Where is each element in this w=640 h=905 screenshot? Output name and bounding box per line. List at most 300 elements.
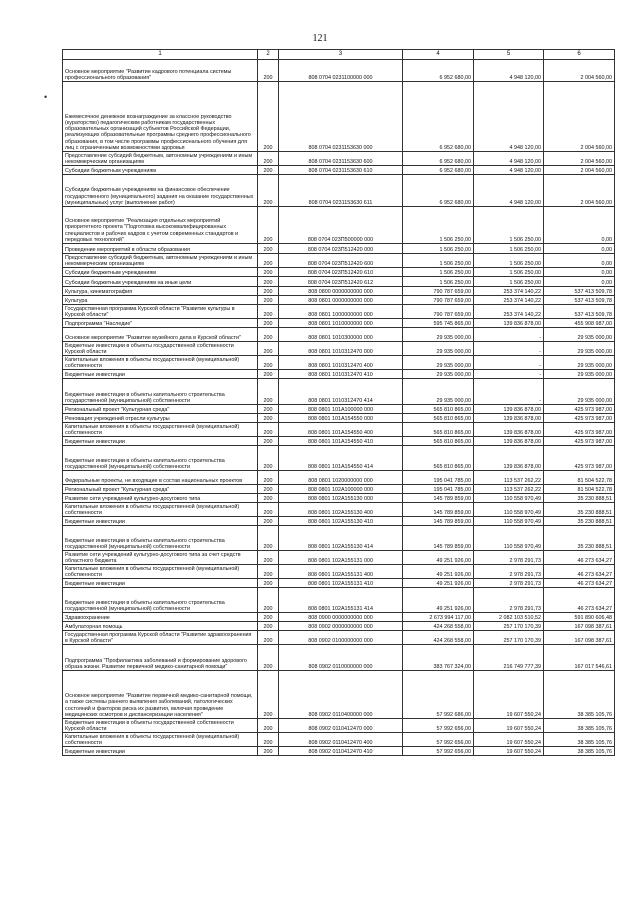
table-row bbox=[63, 494, 615, 503]
row-plan-cell: 29 935 000,00 bbox=[403, 342, 474, 356]
row-kbk-cell: 808 0902 0110412470 400 bbox=[279, 733, 403, 747]
table-row bbox=[63, 342, 615, 356]
row-code-cell: 200 bbox=[258, 254, 279, 268]
table-header-row bbox=[63, 50, 615, 60]
row-code-cell: 200 bbox=[258, 526, 279, 551]
row-kbk-cell: 808 0704 0231153630 610 bbox=[279, 166, 403, 175]
row-code-cell: 200 bbox=[258, 287, 279, 296]
row-name-cell: Амбулаторная помощь bbox=[63, 622, 258, 631]
row-kbk-cell: 808 0801 101А154550 400 bbox=[279, 423, 403, 437]
row-code-cell: 200 bbox=[258, 503, 279, 517]
row-code-cell: 200 bbox=[258, 277, 279, 287]
row-plan-cell: 49 251 926,00 bbox=[403, 551, 474, 565]
row-name-cell: Региональный проект "Культурная среда" bbox=[63, 405, 258, 414]
row-remaining-cell: 0,00 bbox=[544, 207, 615, 244]
row-remaining-cell: 537 413 509,78 bbox=[544, 287, 615, 296]
table-row bbox=[63, 613, 615, 622]
row-code-cell: 200 bbox=[258, 207, 279, 244]
row-name-cell: Основное мероприятие "Реализация отдельных мероприятий приоритетного проекта "Подготовка высококвалифицированных специалистов и рабочих кадров с учетом современных стандартов и передовых технологий" bbox=[63, 207, 258, 244]
row-plan-cell: 1 506 250,00 bbox=[403, 207, 474, 244]
row-kbk-cell: 808 0801 1010312470 000 bbox=[279, 342, 403, 356]
row-executed-cell: - bbox=[474, 328, 544, 342]
table-row bbox=[63, 565, 615, 579]
row-remaining-cell: 425 973 987,00 bbox=[544, 446, 615, 471]
row-remaining-cell: 35 230 888,51 bbox=[544, 503, 615, 517]
row-name-cell: Реновация учреждений отрасли культуры bbox=[63, 414, 258, 423]
row-kbk-cell: 808 0801 102А100000 000 bbox=[279, 485, 403, 494]
row-remaining-cell: 38 385 105,76 bbox=[544, 747, 615, 756]
table-row bbox=[63, 370, 615, 379]
row-kbk-cell: 808 0902 0110412470 000 bbox=[279, 719, 403, 733]
row-remaining-cell: 35 230 888,51 bbox=[544, 526, 615, 551]
table-row bbox=[63, 414, 615, 423]
row-remaining-cell: 2 004 560,00 bbox=[544, 152, 615, 166]
row-kbk-cell: 808 0704 0231100000 000 bbox=[279, 60, 403, 82]
row-code-cell: 200 bbox=[258, 82, 279, 152]
table-row bbox=[63, 719, 615, 733]
row-executed-cell: 110 558 970,49 bbox=[474, 494, 544, 503]
row-executed-cell: 1 506 250,00 bbox=[474, 207, 544, 244]
row-plan-cell: 6 952 680,00 bbox=[403, 60, 474, 82]
row-remaining-cell: 0,00 bbox=[544, 268, 615, 277]
row-plan-cell: 145 789 859,00 bbox=[403, 526, 474, 551]
table-row bbox=[63, 175, 615, 207]
row-plan-cell: 790 787 659,00 bbox=[403, 296, 474, 305]
row-code-cell: 200 bbox=[258, 747, 279, 756]
row-name-cell: Подпрограмма "Наследие" bbox=[63, 319, 258, 328]
row-name-cell: Бюджетные инвестиции bbox=[63, 517, 258, 526]
row-code-cell: 200 bbox=[258, 645, 279, 671]
row-executed-cell: 257 170 170,39 bbox=[474, 631, 544, 645]
row-executed-cell: 2 082 103 510,52 bbox=[474, 613, 544, 622]
row-code-cell: 200 bbox=[258, 175, 279, 207]
table-row bbox=[63, 733, 615, 747]
row-name-cell: Бюджетные инвестиции bbox=[63, 437, 258, 446]
row-name-cell: Региональный проект "Культурная среда" bbox=[63, 485, 258, 494]
row-executed-cell: 19 607 550,24 bbox=[474, 747, 544, 756]
row-kbk-cell: 808 0902 0110000000 000 bbox=[279, 645, 403, 671]
row-code-cell: 200 bbox=[258, 60, 279, 82]
row-kbk-cell: 808 0801 1000000000 000 bbox=[279, 305, 403, 319]
row-plan-cell: 595 745 865,00 bbox=[403, 319, 474, 328]
row-code-cell: 200 bbox=[258, 342, 279, 356]
table-row bbox=[63, 485, 615, 494]
row-name-cell: Капитальные вложения в объекты государственной (муниципальной) собственности bbox=[63, 356, 258, 370]
row-remaining-cell: 2 004 560,00 bbox=[544, 175, 615, 207]
row-name-cell: Предоставление субсидий бюджетным, автономным учреждениям и иным некоммерческим организациям bbox=[63, 152, 258, 166]
table-row bbox=[63, 747, 615, 756]
table-row bbox=[63, 471, 615, 485]
row-remaining-cell: 167 098 387,61 bbox=[544, 622, 615, 631]
row-executed-cell: 4 948 120,00 bbox=[474, 82, 544, 152]
page-number: 121 bbox=[312, 33, 328, 44]
row-remaining-cell: 81 504 522,78 bbox=[544, 485, 615, 494]
row-executed-cell: - bbox=[474, 370, 544, 379]
row-code-cell: 200 bbox=[258, 485, 279, 494]
row-executed-cell: 4 948 120,00 bbox=[474, 60, 544, 82]
row-kbk-cell: 808 0801 1010300000 000 bbox=[279, 328, 403, 342]
row-remaining-cell: 38 385 105,76 bbox=[544, 671, 615, 719]
row-plan-cell: 145 789 859,00 bbox=[403, 494, 474, 503]
row-remaining-cell: 167 017 546,61 bbox=[544, 645, 615, 671]
row-kbk-cell: 808 0704 023П500000 000 bbox=[279, 207, 403, 244]
table-row bbox=[63, 622, 615, 631]
table-row bbox=[63, 319, 615, 328]
row-executed-cell: 110 558 970,49 bbox=[474, 503, 544, 517]
table-row bbox=[63, 287, 615, 296]
row-plan-cell: 565 810 865,00 bbox=[403, 405, 474, 414]
row-executed-cell: 2 978 291,73 bbox=[474, 551, 544, 565]
row-name-cell: Бюджетные инвестиции bbox=[63, 370, 258, 379]
table-row bbox=[63, 526, 615, 551]
row-remaining-cell: 2 004 560,00 bbox=[544, 82, 615, 152]
row-executed-cell: 113 537 262,22 bbox=[474, 471, 544, 485]
row-name-cell: Ежемесячное денежное вознаграждение за классное руководство (кураторство) педагогическим работникам государственных образовательных организаций субъектов Российской Федерации, реализующих образовательные программы среднего профессионального образования, в том числе программы профессионального обучения для лиц с ограниченными возможностями здоровья bbox=[63, 82, 258, 152]
row-name-cell: Бюджетные инвестиции bbox=[63, 747, 258, 756]
row-remaining-cell: 38 385 105,76 bbox=[544, 733, 615, 747]
row-code-cell: 200 bbox=[258, 471, 279, 485]
row-executed-cell: - bbox=[474, 379, 544, 405]
row-kbk-cell: 808 0800 0000000000 000 bbox=[279, 287, 403, 296]
row-name-cell: Государственная программа Курской области "Развитие культуры в Курской области" bbox=[63, 305, 258, 319]
header-cell: 2 bbox=[258, 50, 279, 60]
row-name-cell: Основное мероприятие "Развитие кадрового потенциала системы профессионального образования" bbox=[63, 60, 258, 82]
row-name-cell: Основное мероприятие "Развитие музейного дела в Курской области" bbox=[63, 328, 258, 342]
row-executed-cell: 19 607 550,24 bbox=[474, 719, 544, 733]
row-code-cell: 200 bbox=[258, 166, 279, 175]
row-name-cell: Предоставление субсидий бюджетным, автономным учреждениям и иным некоммерческим организациям bbox=[63, 254, 258, 268]
row-kbk-cell: 808 0801 102А155131 410 bbox=[279, 579, 403, 588]
row-remaining-cell: 0,00 bbox=[544, 277, 615, 287]
row-name-cell: Субсидии бюджетным учреждениям на финансовое обеспечение государственного (муниципального) задания на оказание государственных (муниципальных) услуг (выполнение работ) bbox=[63, 175, 258, 207]
row-executed-cell: 253 374 140,22 bbox=[474, 305, 544, 319]
row-executed-cell: 139 836 878,00 bbox=[474, 437, 544, 446]
row-name-cell: Бюджетные инвестиции в объекты капитального строительства государственной (муниципальной) собственности bbox=[63, 446, 258, 471]
row-kbk-cell: 808 0902 0100000000 000 bbox=[279, 631, 403, 645]
row-executed-cell: 139 836 878,00 bbox=[474, 423, 544, 437]
row-plan-cell: 790 787 659,00 bbox=[403, 287, 474, 296]
row-kbk-cell: 808 0801 1020000000 000 bbox=[279, 471, 403, 485]
table-row bbox=[63, 244, 615, 254]
row-name-cell: Государственная программа Курской области "Развитие здравоохранения в Курской области" bbox=[63, 631, 258, 645]
table-row bbox=[63, 166, 615, 175]
table-row bbox=[63, 379, 615, 405]
row-name-cell: Субсидии бюджетным учреждениям на иные цели bbox=[63, 277, 258, 287]
row-code-cell: 200 bbox=[258, 296, 279, 305]
row-code-cell: 200 bbox=[258, 328, 279, 342]
row-kbk-cell: 808 0801 102А155130 410 bbox=[279, 517, 403, 526]
row-name-cell: Капитальные вложения в объекты государственной (муниципальной) собственности bbox=[63, 565, 258, 579]
row-plan-cell: 565 810 865,00 bbox=[403, 414, 474, 423]
table-row bbox=[63, 405, 615, 414]
row-remaining-cell: 81 504 522,78 bbox=[544, 471, 615, 485]
row-executed-cell: - bbox=[474, 342, 544, 356]
row-kbk-cell: 808 0801 102А155130 000 bbox=[279, 494, 403, 503]
table-row bbox=[63, 423, 615, 437]
row-plan-cell: 49 251 926,00 bbox=[403, 579, 474, 588]
row-remaining-cell: 425 973 987,00 bbox=[544, 414, 615, 423]
row-plan-cell: 29 935 000,00 bbox=[403, 328, 474, 342]
row-remaining-cell: 46 273 634,27 bbox=[544, 565, 615, 579]
row-kbk-cell: 808 0801 102А155130 400 bbox=[279, 503, 403, 517]
table-row bbox=[63, 437, 615, 446]
row-executed-cell: 253 374 140,22 bbox=[474, 287, 544, 296]
row-kbk-cell: 808 0801 101А154550 414 bbox=[279, 446, 403, 471]
row-executed-cell: 4 948 120,00 bbox=[474, 175, 544, 207]
table-row bbox=[63, 645, 615, 671]
row-name-cell: Бюджетные инвестиции в объекты государственной собственности Курской области bbox=[63, 719, 258, 733]
row-kbk-cell: 808 0704 023П512420 612 bbox=[279, 277, 403, 287]
row-kbk-cell: 808 0704 0231153630 000 bbox=[279, 82, 403, 152]
row-executed-cell: 139 836 878,00 bbox=[474, 446, 544, 471]
table-row bbox=[63, 446, 615, 471]
table-row bbox=[63, 503, 615, 517]
row-code-cell: 200 bbox=[258, 579, 279, 588]
row-executed-cell: - bbox=[474, 356, 544, 370]
row-kbk-cell: 808 0704 0231153630 611 bbox=[279, 175, 403, 207]
row-executed-cell: 139 836 878,00 bbox=[474, 414, 544, 423]
header-cell: 3 bbox=[279, 50, 403, 60]
row-plan-cell: 1 506 250,00 bbox=[403, 277, 474, 287]
row-kbk-cell: 808 0801 101А154550 410 bbox=[279, 437, 403, 446]
row-kbk-cell: 808 0801 102А155131 400 bbox=[279, 565, 403, 579]
row-executed-cell: 113 537 262,22 bbox=[474, 485, 544, 494]
row-code-cell: 200 bbox=[258, 631, 279, 645]
row-name-cell: Капитальные вложения в объекты государственной (муниципальной) собственности bbox=[63, 733, 258, 747]
row-remaining-cell: 38 385 105,76 bbox=[544, 719, 615, 733]
row-remaining-cell: 537 413 509,78 bbox=[544, 305, 615, 319]
table-row bbox=[63, 277, 615, 287]
row-plan-cell: 2 673 994 117,00 bbox=[403, 613, 474, 622]
table-row bbox=[63, 579, 615, 588]
table-row bbox=[63, 268, 615, 277]
table-row bbox=[63, 671, 615, 719]
row-plan-cell: 145 789 859,00 bbox=[403, 517, 474, 526]
row-executed-cell: 1 506 250,00 bbox=[474, 254, 544, 268]
row-remaining-cell: 425 973 987,00 bbox=[544, 423, 615, 437]
row-kbk-cell: 808 0801 102А155131 000 bbox=[279, 551, 403, 565]
row-plan-cell: 6 952 680,00 bbox=[403, 175, 474, 207]
row-remaining-cell: 537 413 509,78 bbox=[544, 296, 615, 305]
header-cell: 1 bbox=[63, 50, 258, 60]
row-executed-cell: 216 749 777,39 bbox=[474, 645, 544, 671]
budget-table bbox=[62, 49, 615, 756]
row-kbk-cell: 808 0801 1010312470 400 bbox=[279, 356, 403, 370]
row-code-cell: 200 bbox=[258, 423, 279, 437]
row-code-cell: 200 bbox=[258, 437, 279, 446]
row-plan-cell: 29 935 000,00 bbox=[403, 379, 474, 405]
row-name-cell: Развитие сети учреждений культурно-досугового типа за счет средств областного бюджета bbox=[63, 551, 258, 565]
row-plan-cell: 57 992 686,00 bbox=[403, 671, 474, 719]
row-plan-cell: 29 935 000,00 bbox=[403, 356, 474, 370]
row-remaining-cell: 2 004 560,00 bbox=[544, 166, 615, 175]
row-remaining-cell: 29 935 000,00 bbox=[544, 370, 615, 379]
row-kbk-cell: 808 0801 0000000000 000 bbox=[279, 296, 403, 305]
table-row bbox=[63, 305, 615, 319]
row-name-cell: Капитальные вложения в объекты государственной (муниципальной) собственности bbox=[63, 423, 258, 437]
row-name-cell: Развитие сети учреждений культурно-досугового типа bbox=[63, 494, 258, 503]
row-kbk-cell: 808 0801 101А100000 000 bbox=[279, 405, 403, 414]
table-row bbox=[63, 356, 615, 370]
table-row bbox=[63, 254, 615, 268]
row-plan-cell: 1 506 250,00 bbox=[403, 254, 474, 268]
row-plan-cell: 565 810 865,00 bbox=[403, 446, 474, 471]
table-row bbox=[63, 588, 615, 613]
row-kbk-cell: 808 0900 0000000000 000 bbox=[279, 613, 403, 622]
row-kbk-cell: 808 0801 101А154550 000 bbox=[279, 414, 403, 423]
row-plan-cell: 1 506 250,00 bbox=[403, 268, 474, 277]
row-name-cell: Основное мероприятие "Развитие первичной медико-санитарной помощи, а также системы раннего выявления заболеваний, патологических состояний и факторов риска их развития, включая проведение медицинских осмотров и диспансеризации населения" bbox=[63, 671, 258, 719]
row-remaining-cell: 167 098 387,61 bbox=[544, 631, 615, 645]
row-code-cell: 200 bbox=[258, 152, 279, 166]
row-kbk-cell: 808 0902 0110412470 410 bbox=[279, 747, 403, 756]
row-remaining-cell: 29 935 000,00 bbox=[544, 342, 615, 356]
row-plan-cell: 424 268 558,00 bbox=[403, 631, 474, 645]
row-kbk-cell: 808 0801 102А155130 414 bbox=[279, 526, 403, 551]
row-code-cell: 200 bbox=[258, 405, 279, 414]
row-executed-cell: 19 607 550,24 bbox=[474, 733, 544, 747]
row-code-cell: 200 bbox=[258, 671, 279, 719]
row-name-cell: Бюджетные инвестиции в объекты капитального строительства государственной (муниципальной) собственности bbox=[63, 588, 258, 613]
row-plan-cell: 790 787 659,00 bbox=[403, 305, 474, 319]
row-code-cell: 200 bbox=[258, 517, 279, 526]
header-cell: 5 bbox=[474, 50, 544, 60]
row-kbk-cell: 808 0704 023П512420 610 bbox=[279, 268, 403, 277]
row-executed-cell: 1 506 250,00 bbox=[474, 268, 544, 277]
header-cell: 4 bbox=[403, 50, 474, 60]
row-remaining-cell: 2 004 560,00 bbox=[544, 60, 615, 82]
row-executed-cell: 257 170 170,39 bbox=[474, 622, 544, 631]
table-row bbox=[63, 551, 615, 565]
row-name-cell: Культура bbox=[63, 296, 258, 305]
row-kbk-cell: 808 0801 1010000000 000 bbox=[279, 319, 403, 328]
row-executed-cell: 139 836 878,00 bbox=[474, 319, 544, 328]
row-code-cell: 200 bbox=[258, 379, 279, 405]
row-kbk-cell: 808 0704 023П512420 000 bbox=[279, 244, 403, 254]
row-code-cell: 200 bbox=[258, 446, 279, 471]
row-name-cell: Бюджетные инвестиции в объекты капитального строительства государственной (муниципальной) собственности bbox=[63, 379, 258, 405]
table-row bbox=[63, 517, 615, 526]
row-remaining-cell: 35 230 888,51 bbox=[544, 494, 615, 503]
row-name-cell: Подпрограмма "Профилактика заболеваний и формирование здорового образа жизни. Развитие первичной медико-санитарной помощи" bbox=[63, 645, 258, 671]
row-executed-cell: 19 607 550,24 bbox=[474, 671, 544, 719]
row-name-cell: Бюджетные инвестиции в объекты капитального строительства государственной (муниципальной) собственности bbox=[63, 526, 258, 551]
table-row bbox=[63, 60, 615, 82]
row-plan-cell: 145 789 859,00 bbox=[403, 503, 474, 517]
row-name-cell: Проведение мероприятий в области образования bbox=[63, 244, 258, 254]
row-name-cell: Капитальные вложения в объекты государственной (муниципальной) собственности bbox=[63, 503, 258, 517]
row-plan-cell: 195 041 785,00 bbox=[403, 471, 474, 485]
header-cell: 6 bbox=[544, 50, 615, 60]
row-executed-cell: 110 558 970,49 bbox=[474, 517, 544, 526]
table-row bbox=[63, 296, 615, 305]
row-code-cell: 200 bbox=[258, 370, 279, 379]
row-kbk-cell: 808 0801 1010312470 410 bbox=[279, 370, 403, 379]
row-plan-cell: 195 041 785,00 bbox=[403, 485, 474, 494]
row-code-cell: 200 bbox=[258, 551, 279, 565]
row-remaining-cell: 46 273 634,27 bbox=[544, 588, 615, 613]
row-executed-cell: 253 374 140,22 bbox=[474, 296, 544, 305]
row-plan-cell: 57 992 656,00 bbox=[403, 733, 474, 747]
row-name-cell: Субсидии бюджетным учреждениям bbox=[63, 166, 258, 175]
row-code-cell: 200 bbox=[258, 356, 279, 370]
row-code-cell: 200 bbox=[258, 588, 279, 613]
row-code-cell: 200 bbox=[258, 719, 279, 733]
row-plan-cell: 49 251 926,00 bbox=[403, 565, 474, 579]
row-plan-cell: 424 268 558,00 bbox=[403, 622, 474, 631]
row-code-cell: 200 bbox=[258, 268, 279, 277]
row-plan-cell: 565 810 865,00 bbox=[403, 437, 474, 446]
row-plan-cell: 6 952 680,00 bbox=[403, 82, 474, 152]
row-kbk-cell: 808 0704 023П512420 600 bbox=[279, 254, 403, 268]
row-executed-cell: 4 948 120,00 bbox=[474, 166, 544, 175]
row-remaining-cell: 425 973 987,00 bbox=[544, 405, 615, 414]
row-remaining-cell: 29 935 000,00 bbox=[544, 379, 615, 405]
table-row bbox=[63, 328, 615, 342]
row-plan-cell: 57 992 656,00 bbox=[403, 747, 474, 756]
row-remaining-cell: 0,00 bbox=[544, 254, 615, 268]
row-plan-cell: 1 506 250,00 bbox=[403, 244, 474, 254]
row-code-cell: 200 bbox=[258, 494, 279, 503]
row-kbk-cell: 808 0902 0110400000 000 bbox=[279, 671, 403, 719]
row-code-cell: 200 bbox=[258, 305, 279, 319]
row-remaining-cell: 425 973 987,00 bbox=[544, 437, 615, 446]
row-code-cell: 200 bbox=[258, 244, 279, 254]
row-plan-cell: 565 810 865,00 bbox=[403, 423, 474, 437]
row-name-cell: Культура, кинематография bbox=[63, 287, 258, 296]
row-code-cell: 200 bbox=[258, 319, 279, 328]
row-remaining-cell: 29 935 000,00 bbox=[544, 356, 615, 370]
row-kbk-cell: 808 0801 1010312470 414 bbox=[279, 379, 403, 405]
row-plan-cell: 6 952 680,00 bbox=[403, 166, 474, 175]
margin-mark: • bbox=[44, 92, 48, 102]
row-remaining-cell: 29 935 000,00 bbox=[544, 328, 615, 342]
row-executed-cell: 4 948 120,00 bbox=[474, 152, 544, 166]
row-code-cell: 200 bbox=[258, 733, 279, 747]
table-row bbox=[63, 152, 615, 166]
row-remaining-cell: 0,00 bbox=[544, 244, 615, 254]
row-plan-cell: 57 992 656,00 bbox=[403, 719, 474, 733]
row-plan-cell: 6 952 680,00 bbox=[403, 152, 474, 166]
table-row bbox=[63, 207, 615, 244]
row-remaining-cell: 35 230 888,51 bbox=[544, 517, 615, 526]
row-kbk-cell: 808 0801 102А155131 414 bbox=[279, 588, 403, 613]
row-plan-cell: 49 251 926,00 bbox=[403, 588, 474, 613]
table-row bbox=[63, 82, 615, 152]
table-row bbox=[63, 631, 615, 645]
row-kbk-cell: 808 0704 0231153630 600 bbox=[279, 152, 403, 166]
row-name-cell: Субсидии бюджетным учреждениям bbox=[63, 268, 258, 277]
row-code-cell: 200 bbox=[258, 622, 279, 631]
row-name-cell: Бюджетные инвестиции bbox=[63, 579, 258, 588]
row-name-cell: Бюджетные инвестиции в объекты государственной собственности Курской области bbox=[63, 342, 258, 356]
row-plan-cell: 383 767 324,00 bbox=[403, 645, 474, 671]
row-remaining-cell: 46 273 634,27 bbox=[544, 579, 615, 588]
row-executed-cell: 1 506 250,00 bbox=[474, 277, 544, 287]
row-kbk-cell: 808 0902 0000000000 000 bbox=[279, 622, 403, 631]
row-executed-cell: 1 506 250,00 bbox=[474, 244, 544, 254]
row-plan-cell: 29 935 000,00 bbox=[403, 370, 474, 379]
row-remaining-cell: 46 273 634,27 bbox=[544, 551, 615, 565]
row-name-cell: Здравоохранение bbox=[63, 613, 258, 622]
row-code-cell: 200 bbox=[258, 414, 279, 423]
row-executed-cell: 2 978 291,73 bbox=[474, 565, 544, 579]
row-remaining-cell: 591 890 606,48 bbox=[544, 613, 615, 622]
row-code-cell: 200 bbox=[258, 565, 279, 579]
row-executed-cell: 2 978 291,73 bbox=[474, 588, 544, 613]
row-name-cell: Федеральные проекты, не входящие в состав национальных проектов bbox=[63, 471, 258, 485]
row-remaining-cell: 455 908 987,00 bbox=[544, 319, 615, 328]
